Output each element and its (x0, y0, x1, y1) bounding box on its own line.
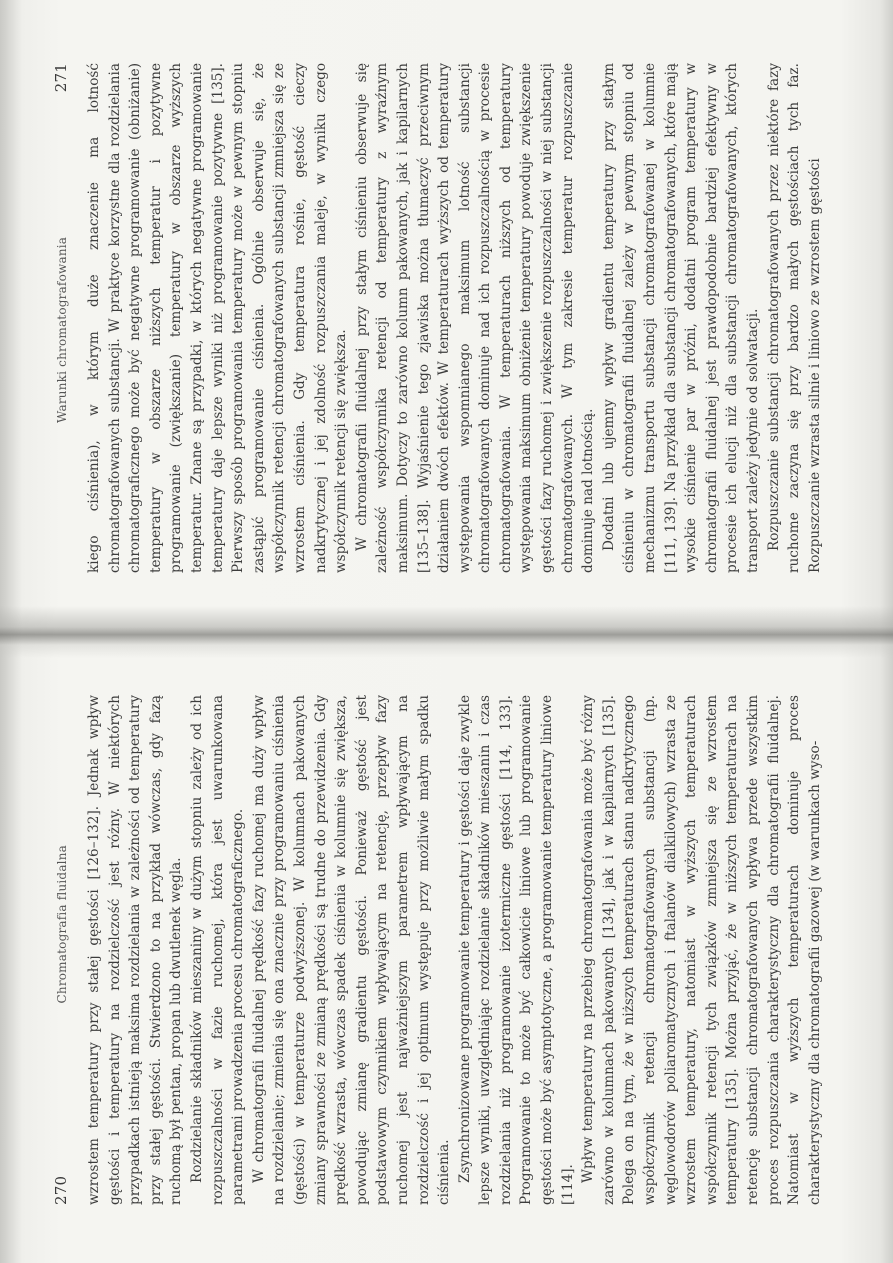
paragraph: Rozdzielanie składników mieszaniny w dużym stopniu zależy od ich rozpuszczalności w fazie ruchomej, która jest uwarunkowana parametrami prowadzenia procesu chromatograficznego. (188, 695, 247, 1205)
page-body (84, 695, 825, 1205)
paragraph: Dodatni lub ujemny wpływ gradientu temperatury przy stałym ciśnieniu w chromatografii fluidalnej zależy w pewnym stopniu od mechanizmu transportu substancji chromatografowanej w kolumnie [111, 139]. Na przykład dla substancji chromatografowanych, które mają wysokie ciśnienie par w próżni, dodatni program temperatury w chromatografii fluidalnej jest prawdopodobnie bardziej efektywny w procesie ich elucji niż dla substancji chromatografowanych, których transport zależy jedynie od solwatacji. (600, 63, 761, 573)
page-header (52, 695, 70, 1205)
book-page-271 (0, 0, 893, 631)
paragraph: kiego ciśnienia), w którym duże znaczenie ma lotność chromatografowanych substancji. W praktyce korzystne dla rozdzielania chromatograficznego może być negatywne programowanie (obniżanie) temperatury w obszarze niższych temperatur i pozytywne programowanie (zwiększanie) temperatury w obszarze wyższych temperatur. Znane są przypadki, w których negatywne programowanie temperatury daje lepsze wyniki niż programowanie pozytywne [135]. Pierwszy sposób programowania temperatury może w pewnym stopniu zastąpić programowanie ciśnienia. Ogólnie obserwuje się, że współczynnik retencji chromatografowanych substancji zmniejsza się ze wzrostem ciśnienia. Gdy temperatura rośnie, gęstość cieczy nadkrytycznej i jej zdolność rozpuszczania maleje, w wyniku czego współczynnik retencji się zwiększa. (86, 63, 350, 573)
book-gutter-shadow (0, 606, 893, 658)
running-title: Warunki chromatografowania (55, 236, 69, 423)
paragraph: Rozpuszczanie substancji chromatografowanych przez niektóre fazy ruchome zaczyna się przy bardzo małych gęstościach tych faz. Rozpuszczanie wzrasta silnie i liniowo ze wzrostem gęstości (765, 63, 823, 573)
paragraph: wzrostem temperatury przy stałej gęstości [126–132]. Jednak wpływ gęstości i temperatury na rozdzielczość jest różny. W niektórych przypadkach istnieją maksima rozdzielania w zależności od temperatury przy stałej gęstości. Stwierdzono to na przykład wówczas, gdy fazą ruchomą był pentan, propan lub dwutlenek węgla. (86, 695, 185, 1205)
paragraph: Zsynchronizowane programowanie temperatury i gęstości daje zwykle lepsze wyniki, uwzględniając rozdzielanie składników mieszanin i czas rozdzielania niż programowanie izotermiczne gęstości [114, 133]. Programowanie to może być całkowicie liniowe lub programowanie gęstości może być asymptotyczne, a programowanie temperatury liniowe [114]. (456, 695, 576, 1205)
page-header (52, 63, 70, 573)
running-title: Chromatografia fluidalna (55, 845, 69, 1004)
page-number: 271 (52, 63, 70, 93)
paragraph: W chromatografii fluidalnej prędkość fazy ruchomej ma duży wpływ na rozdzielanie; zmienia się ona znacznie przy programowaniu ciśnienia (gęstości) w temperaturze podwyższonej. W kolumnach pakowanych zmiany sprawności ze zmianą prędkości są trudne do przewidzenia. Gdy prędkość wzrasta, wówczas spadek ciśnienia w kolumnie się zwiększa, powodując zmianę gradientu gęstości. Ponieważ gęstość jest podstawowym czynnikiem wpływającym na retencję, przepływ fazy ruchomej jest najważniejszym parametrem wpływającym na rozdzielczość i jej optimum występuje przy możliwie małym spadku ciśnienia. (250, 695, 453, 1205)
paragraph: W chromatografii fluidalnej przy stałym ciśnieniu obserwuje się zależność współczynnika retencji od temperatury z wyraźnym maksimum. Dotyczy to zarówno kolumn pakowanych, jak i kapilarnych [135–138]. Wyjaśnienie tego zjawiska można tłumaczyć przeciwnym działaniem dwóch efektów. W temperaturach wyższych od temperatury występowania wspomnianego maksimum lotność substancji chromatografowanych dominuje nad ich rozpuszczalnością w procesie chromatografowania. W temperaturach niższych od temperatury występowania maksimum obniżenie temperatury powoduje zwiększenie gęstości fazy ruchomej i zwiększenie rozpuszczalności w niej substancji chromatografowanych. W tym zakresie temperatur rozpuszczanie dominuje nad lotnością. (353, 63, 597, 573)
page-number: 270 (52, 1175, 70, 1205)
book-page-270 (0, 632, 893, 1263)
paragraph: Wpływ temperatury na przebieg chromatografowania może być różny zarówno w kolumnach pakowanych [134], jak i w kapilarnych [135]. Polega on na tym, że w niższych temperaturach stanu nadkrytycznego współczynnik retencji chromatografowanych substancji (np. węglowodorów poliaromatycznych i ftalanów dialkilowych) wzrasta ze wzrostem temperatury, natomiast w wyższych temperaturach współczynnik retencji tych związków zmniejsza się ze wzrostem temperatury [135]. Można przyjąć, że w niższych temperaturach na retencję substancji chromatografowanych wpływa przede wszystkim proces rozpuszczania charakterystyczny dla chromatografii fluidalnej. Natomiast w wyższych temperaturach dominuje proces charakterystyczny dla chromatografii gazowej (w warunkach wyso- (580, 695, 823, 1205)
page-body (84, 63, 825, 573)
